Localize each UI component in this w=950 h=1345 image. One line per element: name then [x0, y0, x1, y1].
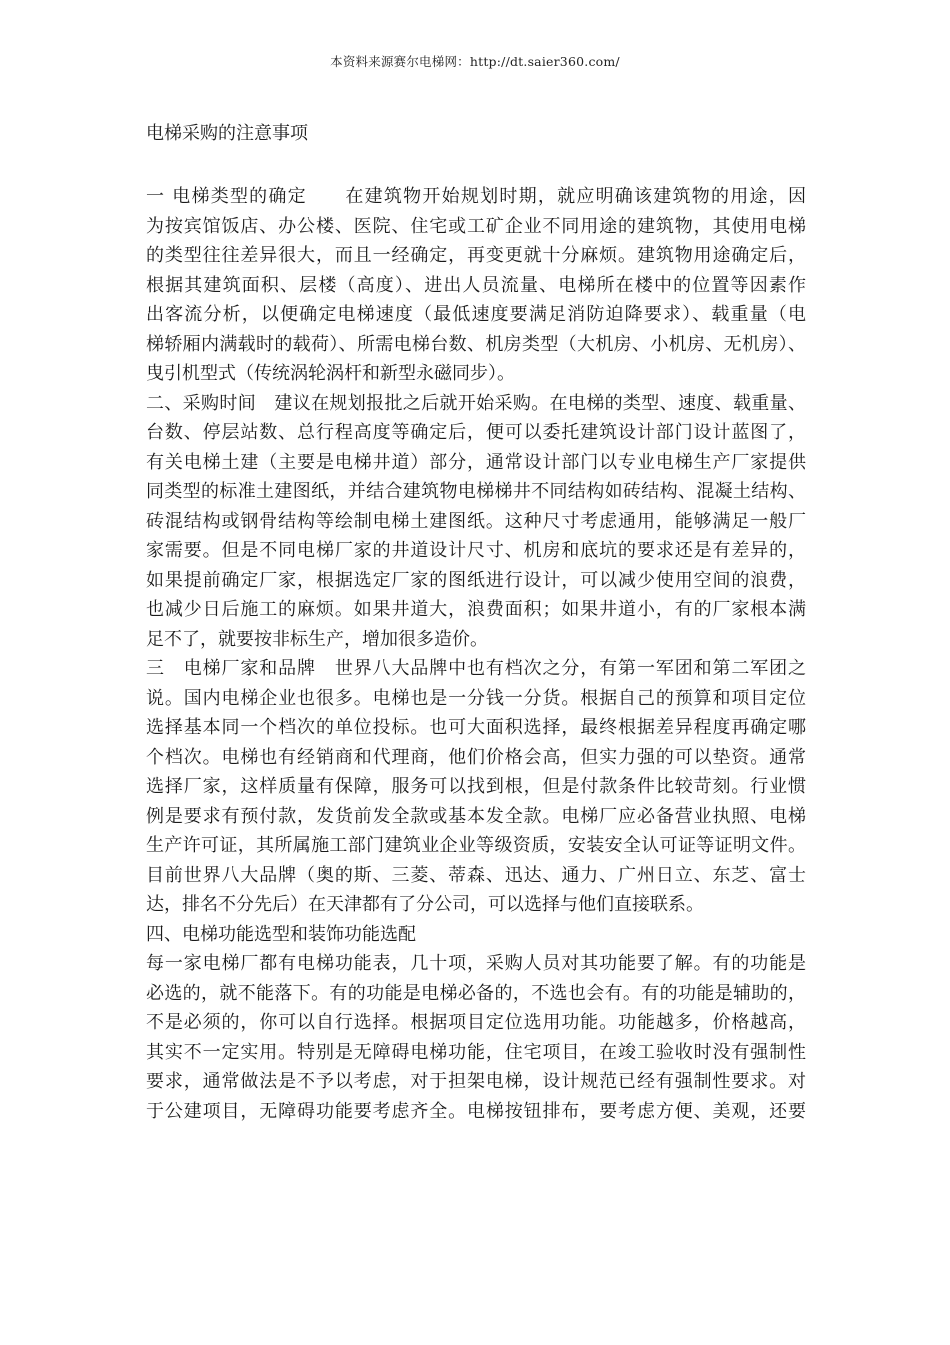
text-line: 一 电梯类型的确定 在建筑物开始规划时期，就应明确该建筑物的用途，因: [146, 186, 806, 207]
text-line: 家需要。但是不同电梯厂家的井道设计尺寸、机房和底坑的要求还是有差异的，: [146, 540, 806, 561]
text-line: 出客流分析，以便确定电梯速度（最低速度要满足消防迫降要求）、载重量（电: [146, 304, 806, 325]
text-line: 要求，通常做法是不予以考虑，对于担架电梯，设计规范已经有强制性要求。对: [146, 1071, 806, 1092]
text-line: 根据其建筑面积、层楼（高度）、进出人员流量、电梯所在楼中的位置等因素作: [146, 274, 806, 296]
text-line: 选择基本同一个档次的单位投标。也可大面积选择，最终根据差异程度再确定哪: [146, 717, 806, 738]
text-line: 于公建项目，无障碍功能要考虑齐全。电梯按钮排布，要考虑方便、美观，还要: [146, 1100, 806, 1122]
text-line: 必选的，就不能落下。有的功能是电梯必备的，不选也会有。有的功能是辅助的，: [146, 982, 806, 1004]
text-line: 个档次。电梯也有经销商和代理商，他们价格会高，但实力强的可以垫资。通常: [146, 746, 806, 768]
source-note: 本资料来源赛尔电梯网：http://dt.saier360.com/: [330, 54, 620, 69]
document-body: [146, 182, 806, 1126]
text-line: 选择厂家，这样质量有保障，服务可以找到根，但是付款条件比较苛刻。行业惯: [146, 776, 806, 797]
text-line: 台数、停层站数、总行程高度等确定后，便可以委托建筑设计部门设计蓝图了，: [146, 422, 806, 443]
text-line: 每一家电梯厂都有电梯功能表，几十项，采购人员对其功能要了解。有的功能是: [146, 953, 806, 974]
text-line: 说。国内电梯企业也很多。电梯也是一分钱一分货。根据自己的预算和项目定位: [146, 687, 806, 709]
text-line: 四、电梯功能选型和装饰功能选配: [146, 923, 416, 945]
text-line: 目前世界八大品牌（奥的斯、三菱、蒂森、迅达、通力、广州日立、东芝、富士: [146, 864, 806, 886]
text-line: 不是必须的，你可以自行选择。根据项目定位选用功能。功能越多，价格越高，: [146, 1012, 806, 1033]
text-line: 有关电梯土建（主要是电梯井道）部分，通常设计部门以专业电梯生产厂家提供: [146, 451, 806, 473]
page-title: 电梯采购的注意事项: [146, 123, 308, 144]
text-line: 也减少日后施工的麻烦。如果井道大，浪费面积；如果井道小，有的厂家根本满: [146, 599, 806, 620]
text-line: 梯轿厢内满载时的载荷）、所需电梯台数、机房类型（大机房、小机房、无机房）、: [146, 333, 806, 355]
text-line: 其实不一定实用。特别是无障碍电梯功能，住宅项目，在竣工验收时没有强制性: [146, 1041, 806, 1063]
text-line: 的类型往往差异很大，而且一经确定，再变更就十分麻烦。建筑物用途确定后，: [146, 245, 806, 266]
text-line: 曳引机型式（传统涡轮涡杆和新型永磁同步）。: [146, 363, 515, 384]
text-line: 三 电梯厂家和品牌 世界八大品牌中也有档次之分，有第一军团和第二军团之: [146, 658, 806, 679]
text-line: 为按宾馆饭店、办公楼、医院、住宅或工矿企业不同用途的建筑物，其使用电梯: [146, 215, 806, 237]
text-line: 二、采购时间 建议在规划报批之后就开始采购。在电梯的类型、速度、载重量、: [146, 392, 806, 414]
text-line: 同类型的标准土建图纸，并结合建筑物电梯梯井不同结构如砖结构、混凝土结构、: [146, 481, 806, 502]
text-line: 如果提前确定厂家，根据选定厂家的图纸进行设计，可以减少使用空间的浪费，: [146, 569, 806, 591]
text-line: 达，排名不分先后）在天津都有了分公司，可以选择与他们直接联系。: [146, 894, 704, 915]
text-line: 足不了，就要按非标生产，增加很多造价。: [146, 628, 488, 650]
text-line: 砖混结构或钢骨结构等绘制电梯土建图纸。这种尺寸考虑通用，能够满足一般厂: [146, 510, 806, 532]
text-line: 例是要求有预付款，发货前发全款或基本发全款。电梯厂应必备营业执照、电梯: [146, 805, 806, 827]
text-line: 生产许可证，其所属施工部门建筑业企业等级资质，安装安全认可证等证明文件。: [146, 835, 806, 856]
